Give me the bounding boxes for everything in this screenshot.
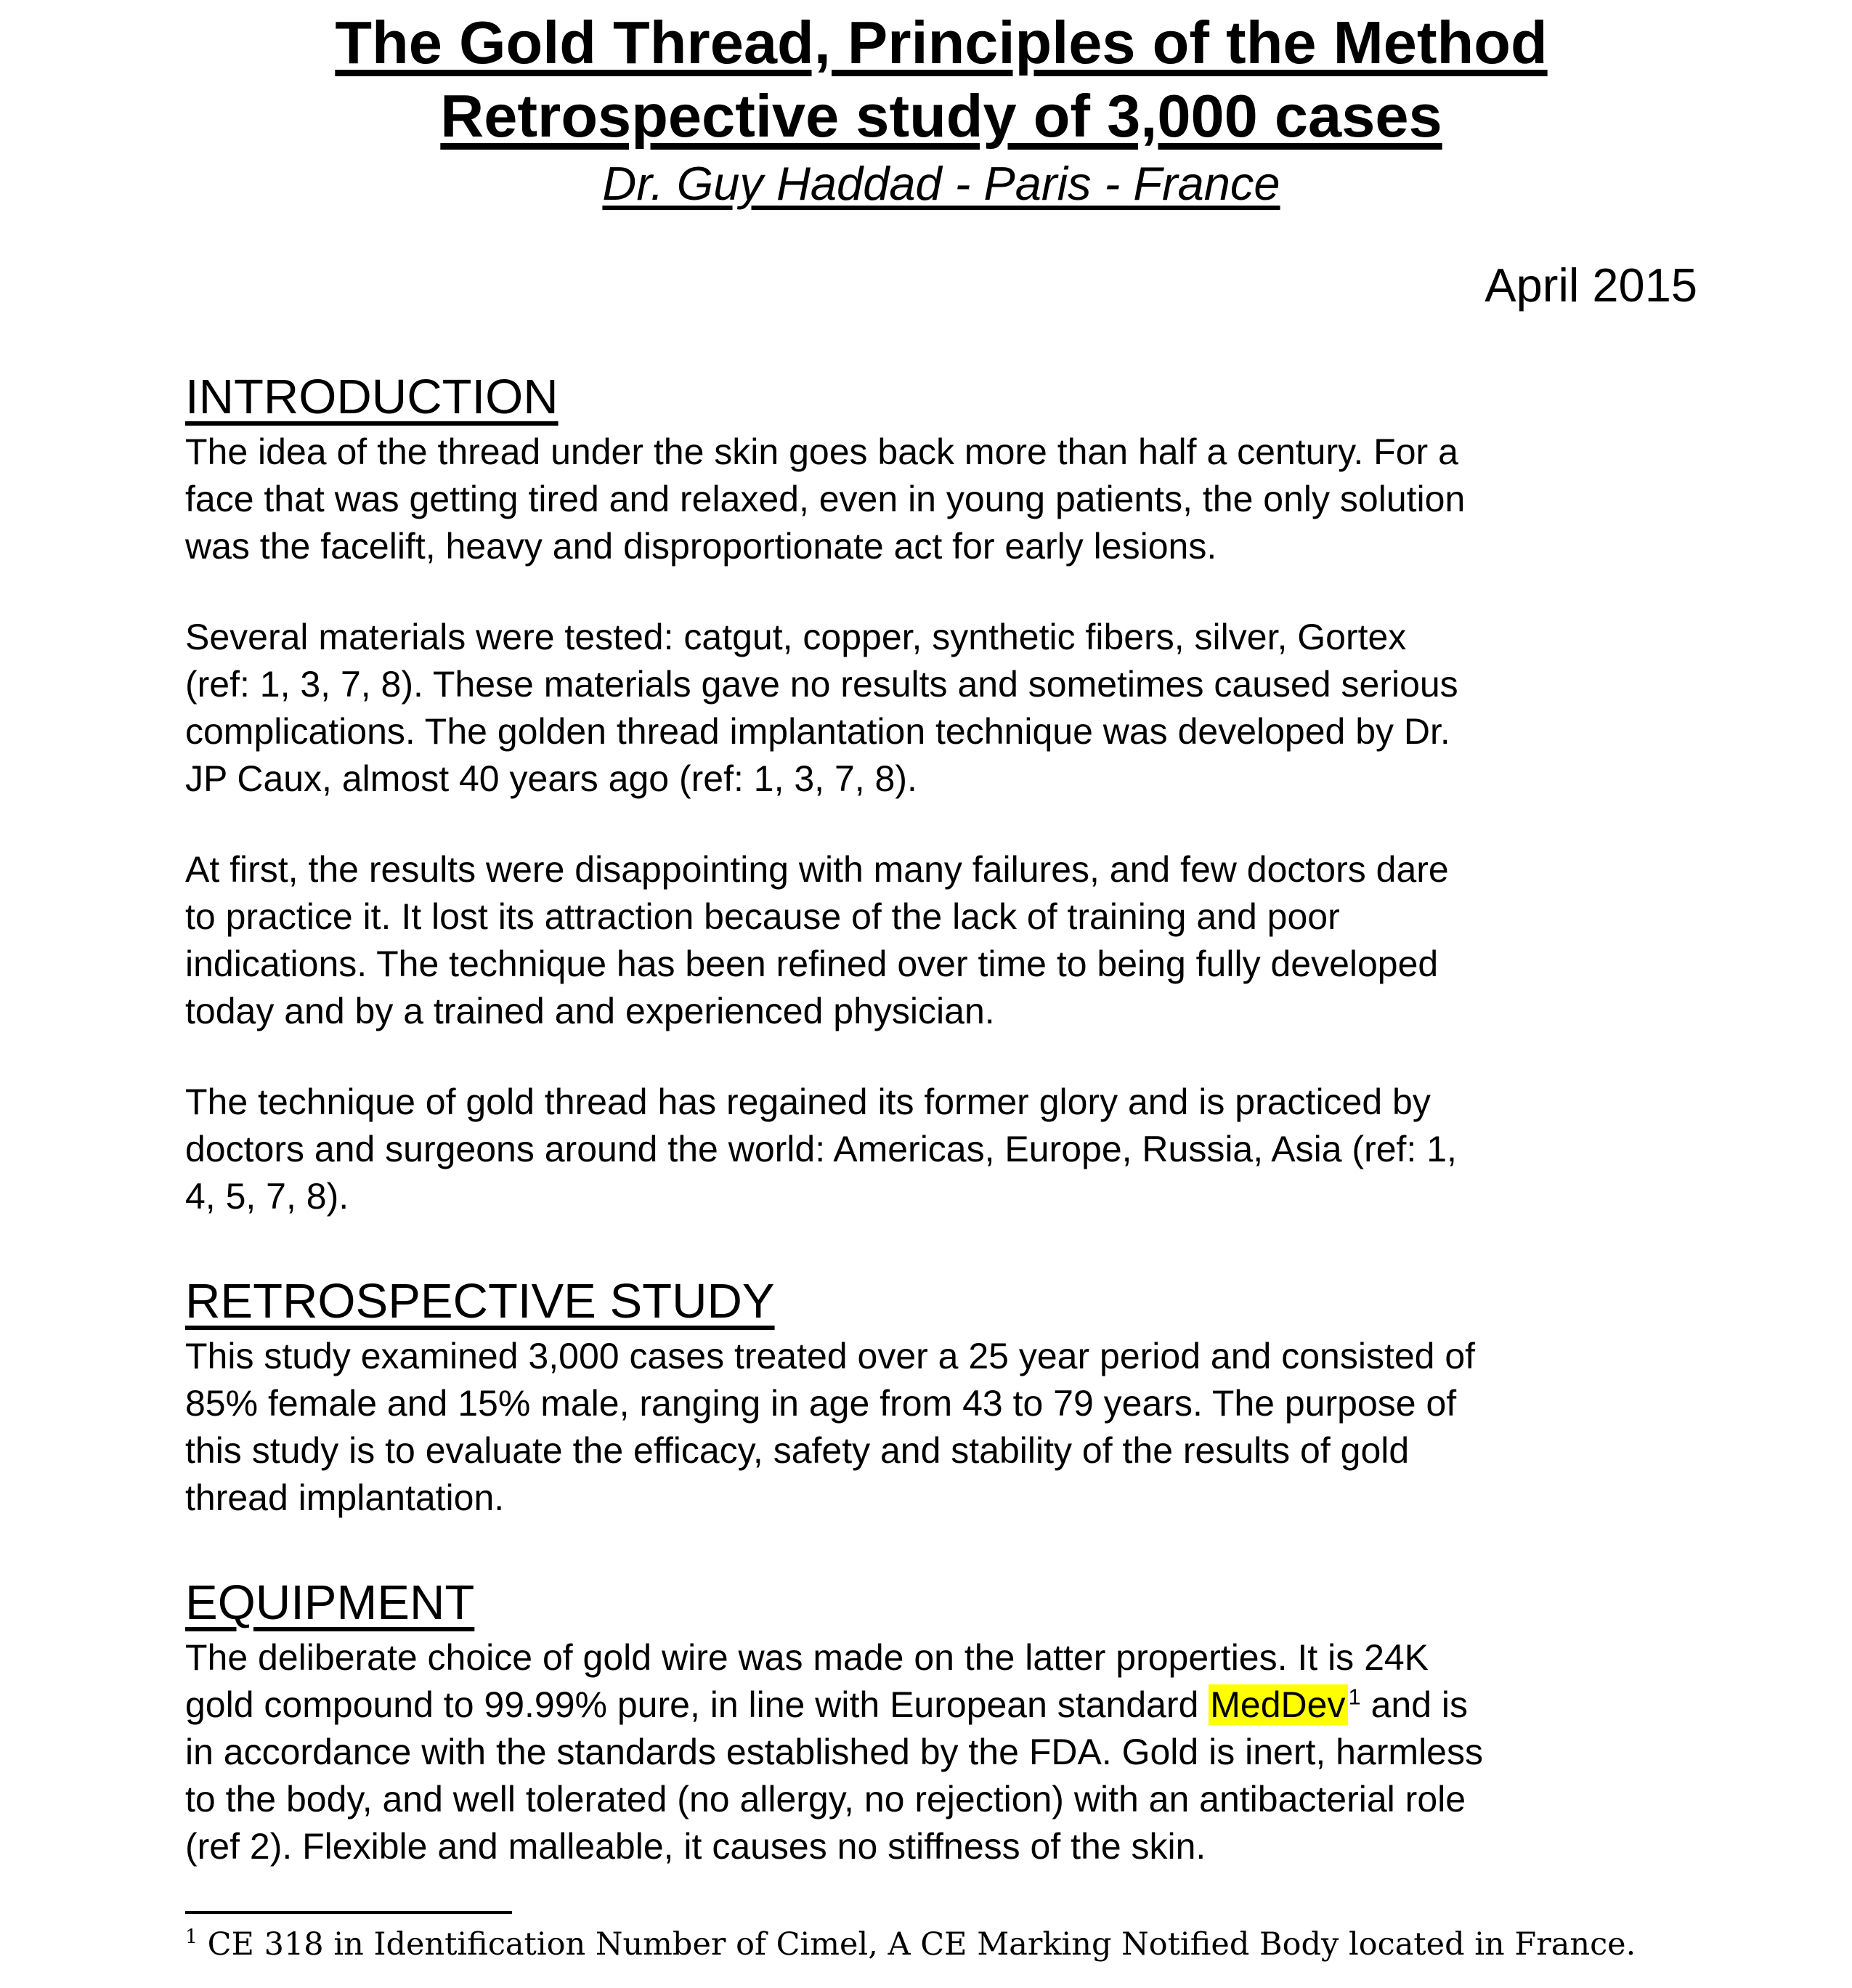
document-body [185,365,1697,1870]
section-heading: INTRODUCTION [185,370,559,424]
text-line: Several materials were tested: catgut, copper, synthetic fibers, silver, Gortex [185,617,1407,657]
text-line: to practice it. It lost its attraction because of the lack of training and poor [185,896,1340,937]
paragraph [185,1634,1697,1870]
text-line: This study examined 3,000 cases treated over a 25 year period and consisted of [185,1336,1476,1376]
footnote-separator [185,1911,512,1914]
text-line: 85% female and 15% male, ranging in age from 43 to 79 years. The purpose of [185,1383,1457,1424]
text-line: indications. The technique has been refined over time to being fully developed [185,944,1439,984]
footnote-marker: 1 [185,1926,198,1949]
text-line: thread implantation. [185,1477,505,1518]
text-line: JP Caux, almost 40 years ago (ref: 1, 3, 7, 8). [185,758,917,799]
text-line: was the facelift, heavy and disproportionate act for early lesions. [185,526,1217,567]
paragraph [185,429,1697,570]
text-line: in accordance with the standards established by the FDA. Gold is inert, harmless [185,1732,1483,1772]
author-line: Dr. Guy Haddad - Paris - France [602,157,1280,210]
paragraph [185,614,1697,803]
paragraph [185,1333,1697,1522]
text-line: today and by a trained and experienced physician. [185,991,995,1031]
paragraph [185,846,1697,1035]
document-title-line2: Retrospective study of 3,000 cases [440,82,1442,150]
text-line: 4, 5, 7, 8). [185,1176,349,1217]
document-date: April 2015 [1485,259,1697,312]
text-segment: gold compound to 99.99% pure, in line with European standard [185,1684,1209,1725]
text-line: complications. The golden thread implantation technique was developed by Dr. [185,711,1450,752]
text-line: doctors and surgeons around the world: Americas, Europe, Russia, Asia (ref: 1, [185,1129,1457,1169]
text-segment: and is [1360,1684,1469,1725]
text-line: (ref: 1, 3, 7, 8). These materials gave no results and sometimes caused serious [185,664,1458,705]
title-block [185,6,1697,214]
text-line [185,1681,1697,1729]
text-line: (ref 2). Flexible and malleable, it causes no stiffness of the skin. [185,1826,1206,1867]
footnote [185,1924,1697,1965]
highlighted-text: MedDev [1209,1684,1348,1725]
footnote-text: CE 318 in Identification Number of Cimel, A CE Marking Notified Body located in France. [197,1926,1636,1963]
text-line: this study is to evaluate the efficacy, safety and stability of the results of gold [185,1430,1410,1471]
document-title-line1: The Gold Thread, Principles of the Method [335,9,1548,76]
footnote-ref-marker: 1 [1348,1684,1361,1710]
text-line: The technique of gold thread has regained its former glory and is practiced by [185,1082,1431,1122]
text-line: At first, the results were disappointing with many failures, and few doctors dare [185,849,1449,890]
section-introduction [185,365,1697,1220]
section-retrospective-study [185,1270,1697,1522]
paragraph [185,1079,1697,1220]
section-heading: EQUIPMENT [185,1575,475,1630]
text-line: face that was getting tired and relaxed, even in young patients, the only solution [185,479,1466,519]
section-equipment [185,1571,1697,1870]
text-line: The idea of the thread under the skin goes back more than half a century. For a [185,431,1458,472]
text-line: The deliberate choice of gold wire was made on the latter properties. It is 24K [185,1637,1429,1678]
text-line: to the body, and well tolerated (no allergy, no rejection) with an antibacterial role [185,1779,1466,1819]
section-heading: RETROSPECTIVE STUDY [185,1274,775,1328]
